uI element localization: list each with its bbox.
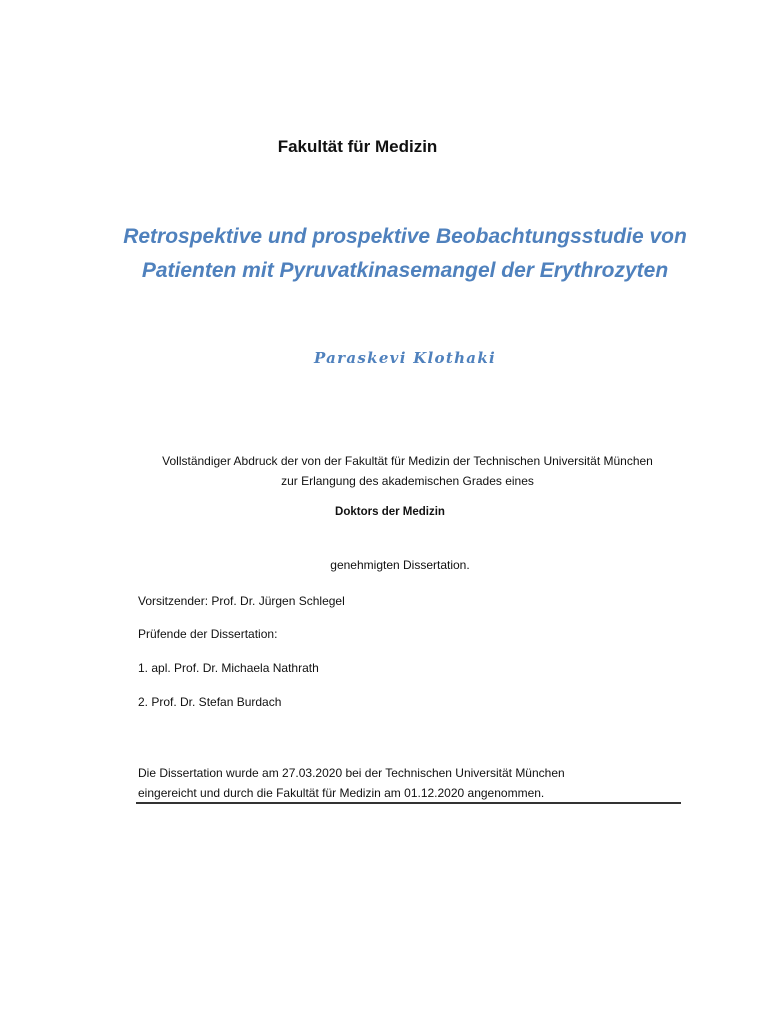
examiner-1: 1. apl. Prof. Dr. Michaela Nathrath — [138, 661, 319, 675]
author-name: Paraskevi Klothaki — [313, 349, 497, 367]
committee-chair: Vorsitzender: Prof. Dr. Jürgen Schlegel — [138, 594, 345, 608]
faculty-heading: Fakultät für Medizin — [277, 137, 438, 156]
submission-statement — [100, 451, 715, 491]
dissertation-title-line-2: Patienten mit Pyruvatkinasemangel der Erythrozyten — [141, 259, 669, 282]
submission-dates-line-1: Die Dissertation wurde am 27.03.2020 bei der Technischen Universität München — [138, 766, 565, 780]
submission-dates-line-2: eingereicht und durch die Fakultät für Medizin am 01.12.2020 angenommen. — [138, 786, 545, 800]
submission-statement-line-1: Vollständiger Abdruck der von der Fakultät für Medizin der Technischen Universität München — [162, 454, 653, 468]
horizontal-rule — [136, 802, 681, 804]
examiner-2: 2. Prof. Dr. Stefan Burdach — [138, 695, 282, 709]
degree-name: Doktors der Medizin — [335, 506, 445, 518]
dissertation-title-line-1: Retrospektive und prospektive Beobachtungsstudie von — [123, 225, 687, 248]
submission-statement-line-2: zur Erlangung des akademischen Grades eines — [281, 474, 534, 488]
dissertation-title — [100, 220, 710, 288]
approved-dissertation-label: genehmigten Dissertation. — [330, 558, 470, 572]
submission-dates — [138, 763, 683, 803]
examiners-label: Prüfende der Dissertation: — [138, 627, 278, 641]
